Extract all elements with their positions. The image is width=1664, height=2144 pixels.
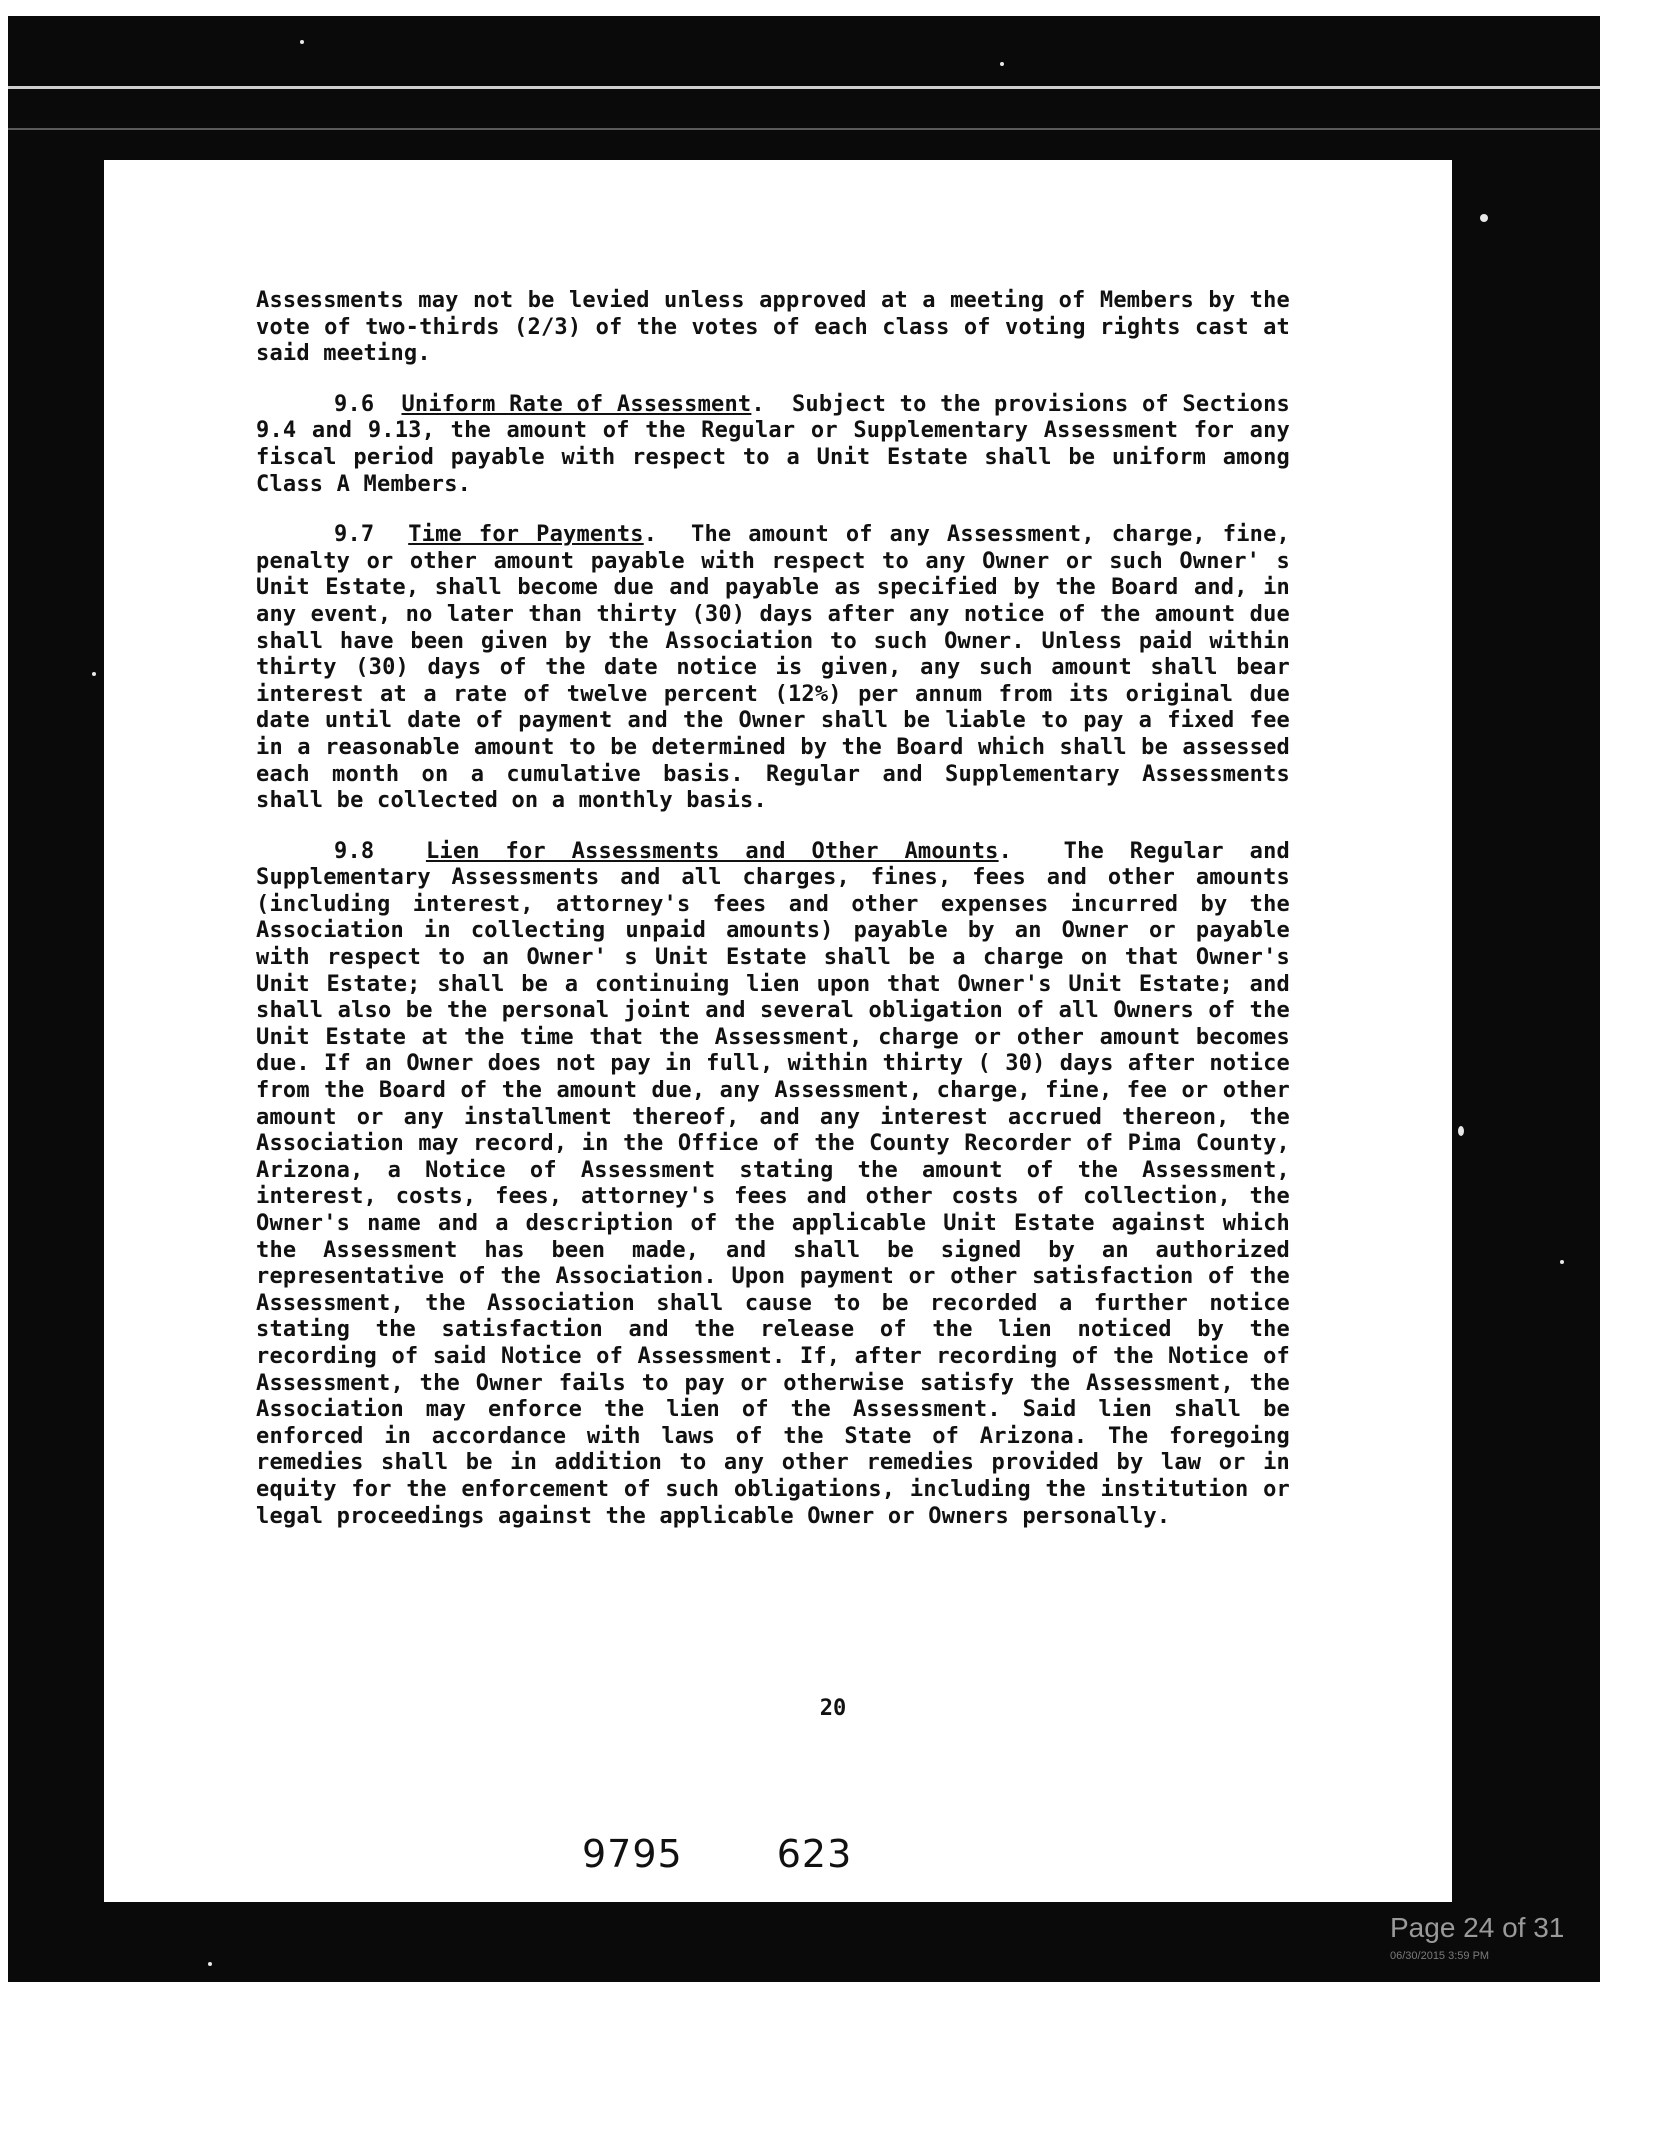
page-counter: Page 24 of 31 [1390, 1912, 1565, 1943]
scan-speck [1000, 62, 1004, 66]
page-timestamp: 06/30/2015 3:59 PM [1390, 1950, 1490, 1962]
paragraph-body: Assessments may not be levied unless approved at a meeting of Members by the vote of two-thirds (2/3) of the votes of each class of voting rights cast at said meeting. [256, 288, 1290, 367]
section-9-8: 9.8 Lien for Assessments and Other Amounts. The Regular and Supplementary Assessments and all charges, fines, fees and other amounts (including interest, attorney's fees and other expenses incurred by the Association in collecting unpaid amounts) payable by an Owner or payable with respect to an Owner' s Unit Estate shall be a charge on that Owner's Unit Estate; shall be a continuing lien upon that Owner's Unit Estate; and shall also be the personal joint and several obligation of all Owners of the Unit Estate at the time that the Assessment, charge or other amount becomes due. If an Owner does not pay in full, within thirty ( 30) days after notice from the Board of the amount due, any Assessment, charge, fine, fee or other amount or any installment thereof, and any interest accrued thereon, the Association may record, in the Office of the County Recorder of Pima County, Arizona, a Notice of Assessment stating the amount of the Assessment, interest, costs, fees, attorney's fees and other costs of collection, the Owner's name and a description of the applicable Unit Estate against which the Assessment has been made, and shall be signed by an authorized representative of the Association. Upon payment or other satisfaction of the Assessment, the Association shall cause to be recorded a further notice stating the satisfaction and the release of the lien noticed by the recording of said Notice of Assessment. If, after recording of the Notice of Assessment, the Owner fails to pay or otherwise satisfy the Assessment, the Association may enforce the lien of the Assessment. Said lien shall be enforced in accordance with laws of the State of Arizona. The foregoing remedies shall be in addition to any other remedies provided by law or in equity for the enforcement of such obligations, including the institution or legal proceedings against the applicable Owner or Owners personally. [256, 838, 1290, 1529]
paragraph-body: Subject to the provisions of Sections 9.4 and 9.13, the amount of the Regular or Supplementary Assessment for any fiscal period payable with respect to a Unit Estate shall be uniform among Class A Members. [256, 391, 1290, 497]
scan-speck [1458, 1126, 1464, 1136]
scan-speck [300, 40, 304, 44]
recording-page: 623 [776, 1832, 853, 1876]
section-9-7: 9.7 Time for Payments. The amount of any Assessment, charge, fine, penalty or other amount payable with respect to any Owner or such Owner' s Unit Estate, shall become due and payable as specified by the Board and, in any event, no later than thirty (30) days after any notice of the amount due shall have been given by the Association to such Owner. Unless paid within thirty (30) days of the date notice is given, any such amount shall bear interest at a rate of twelve percent (12%) per annum from its original due date until date of payment and the Owner shall be liable to pay a fixed fee in a reasonable amount to be determined by the Board which shall be assessed each month on a cumulative basis. Regular and Supplementary Assessments shall be collected on a monthly basis. [256, 522, 1291, 814]
section-number: 9.6 [334, 391, 375, 417]
page-number: 20 [819, 1696, 847, 1721]
scan-rule [8, 128, 1600, 130]
scan-speck [1480, 214, 1488, 222]
paragraph-body: The amount of any Assessment, charge, fine, penalty or other amount payable with respect to any Owner or such Owner' s Unit Estate, shall become due and payable as specified by the Board and, in any event, no later than thirty (30) days after any notice of the amount due shall have been given by the Association to such Owner. Unless paid within thirty (30) days of the date notice is given, any such amount shall bear interest at a rate of twelve percent (12%) per annum from its original due date until date of payment and the Owner shall be liable to pay a fixed fee in a reasonable amount to be determined by the Board which shall be assessed each month on a cumulative basis. Regular and Supplementary Assessments shall be collected on a monthly basis. [256, 522, 1291, 814]
scan-speck [1560, 1260, 1564, 1264]
scan-rule [8, 86, 1600, 89]
section-title: Lien for Assessments and Other Amounts [425, 838, 999, 864]
paragraph-intro [256, 288, 1290, 368]
document-page [104, 160, 1452, 1902]
recording-stamp [582, 1832, 852, 1876]
document-body [256, 288, 1290, 1554]
recording-book: 9795 [582, 1832, 683, 1876]
section-number: 9.8 [334, 838, 375, 864]
section-number: 9.7 [334, 522, 375, 548]
section-title: Time for Payments [408, 522, 644, 548]
scan-speck [208, 1962, 212, 1966]
section-9-6: 9.6 Uniform Rate of Assessment. Subject to the provisions of Sections 9.4 and 9.13, the amount of the Regular or Supplementary Assessment for any fiscal period payable with respect to a Unit Estate shall be uniform among Class A Members. [256, 391, 1290, 497]
section-title: Uniform Rate of Assessment [401, 391, 752, 417]
paragraph-body: The Regular and Supplementary Assessments and all charges, fines, fees and other amounts (including interest, attorney's fees and other expenses incurred by the Association in collecting unpaid amounts) payable by an Owner or payable with respect to an Owner' s Unit Estate shall be a charge on that Owner's Unit Estate; shall be a continuing lien upon that Owner's Unit Estate; and shall also be the personal joint and several obligation of all Owners of the Unit Estate at the time that the Assessment, charge or other amount becomes due. If an Owner does not pay in full, within thirty ( 30) days after notice from the Board of the amount due, any Assessment, charge, fine, fee or other amount or any installment thereof, and any interest accrued thereon, the Association may record, in the Office of the County Recorder of Pima County, Arizona, a Notice of Assessment stating the amount of the Assessment, interest, costs, fees, attorney's fees and other costs of collection, the Owner's name and a description of the applicable Unit Estate against which the Assessment has been made, and shall be signed by an authorized representative of the Association. Upon payment or other satisfaction of the Assessment, the Association shall cause to be recorded a further notice stating the satisfaction and the release of the lien noticed by the recording of said Notice of Assessment. If, after recording of the Notice of Assessment, the Owner fails to pay or otherwise satisfy the Assessment, the Association may enforce the lien of the Assessment. Said lien shall be enforced in accordance with laws of the State of Arizona. The foregoing remedies shall be in addition to any other remedies provided by law or in equity for the enforcement of such obligations, including the institution or legal proceedings against the applicable Owner or Owners personally. [256, 838, 1290, 1529]
scan-speck [92, 672, 96, 676]
